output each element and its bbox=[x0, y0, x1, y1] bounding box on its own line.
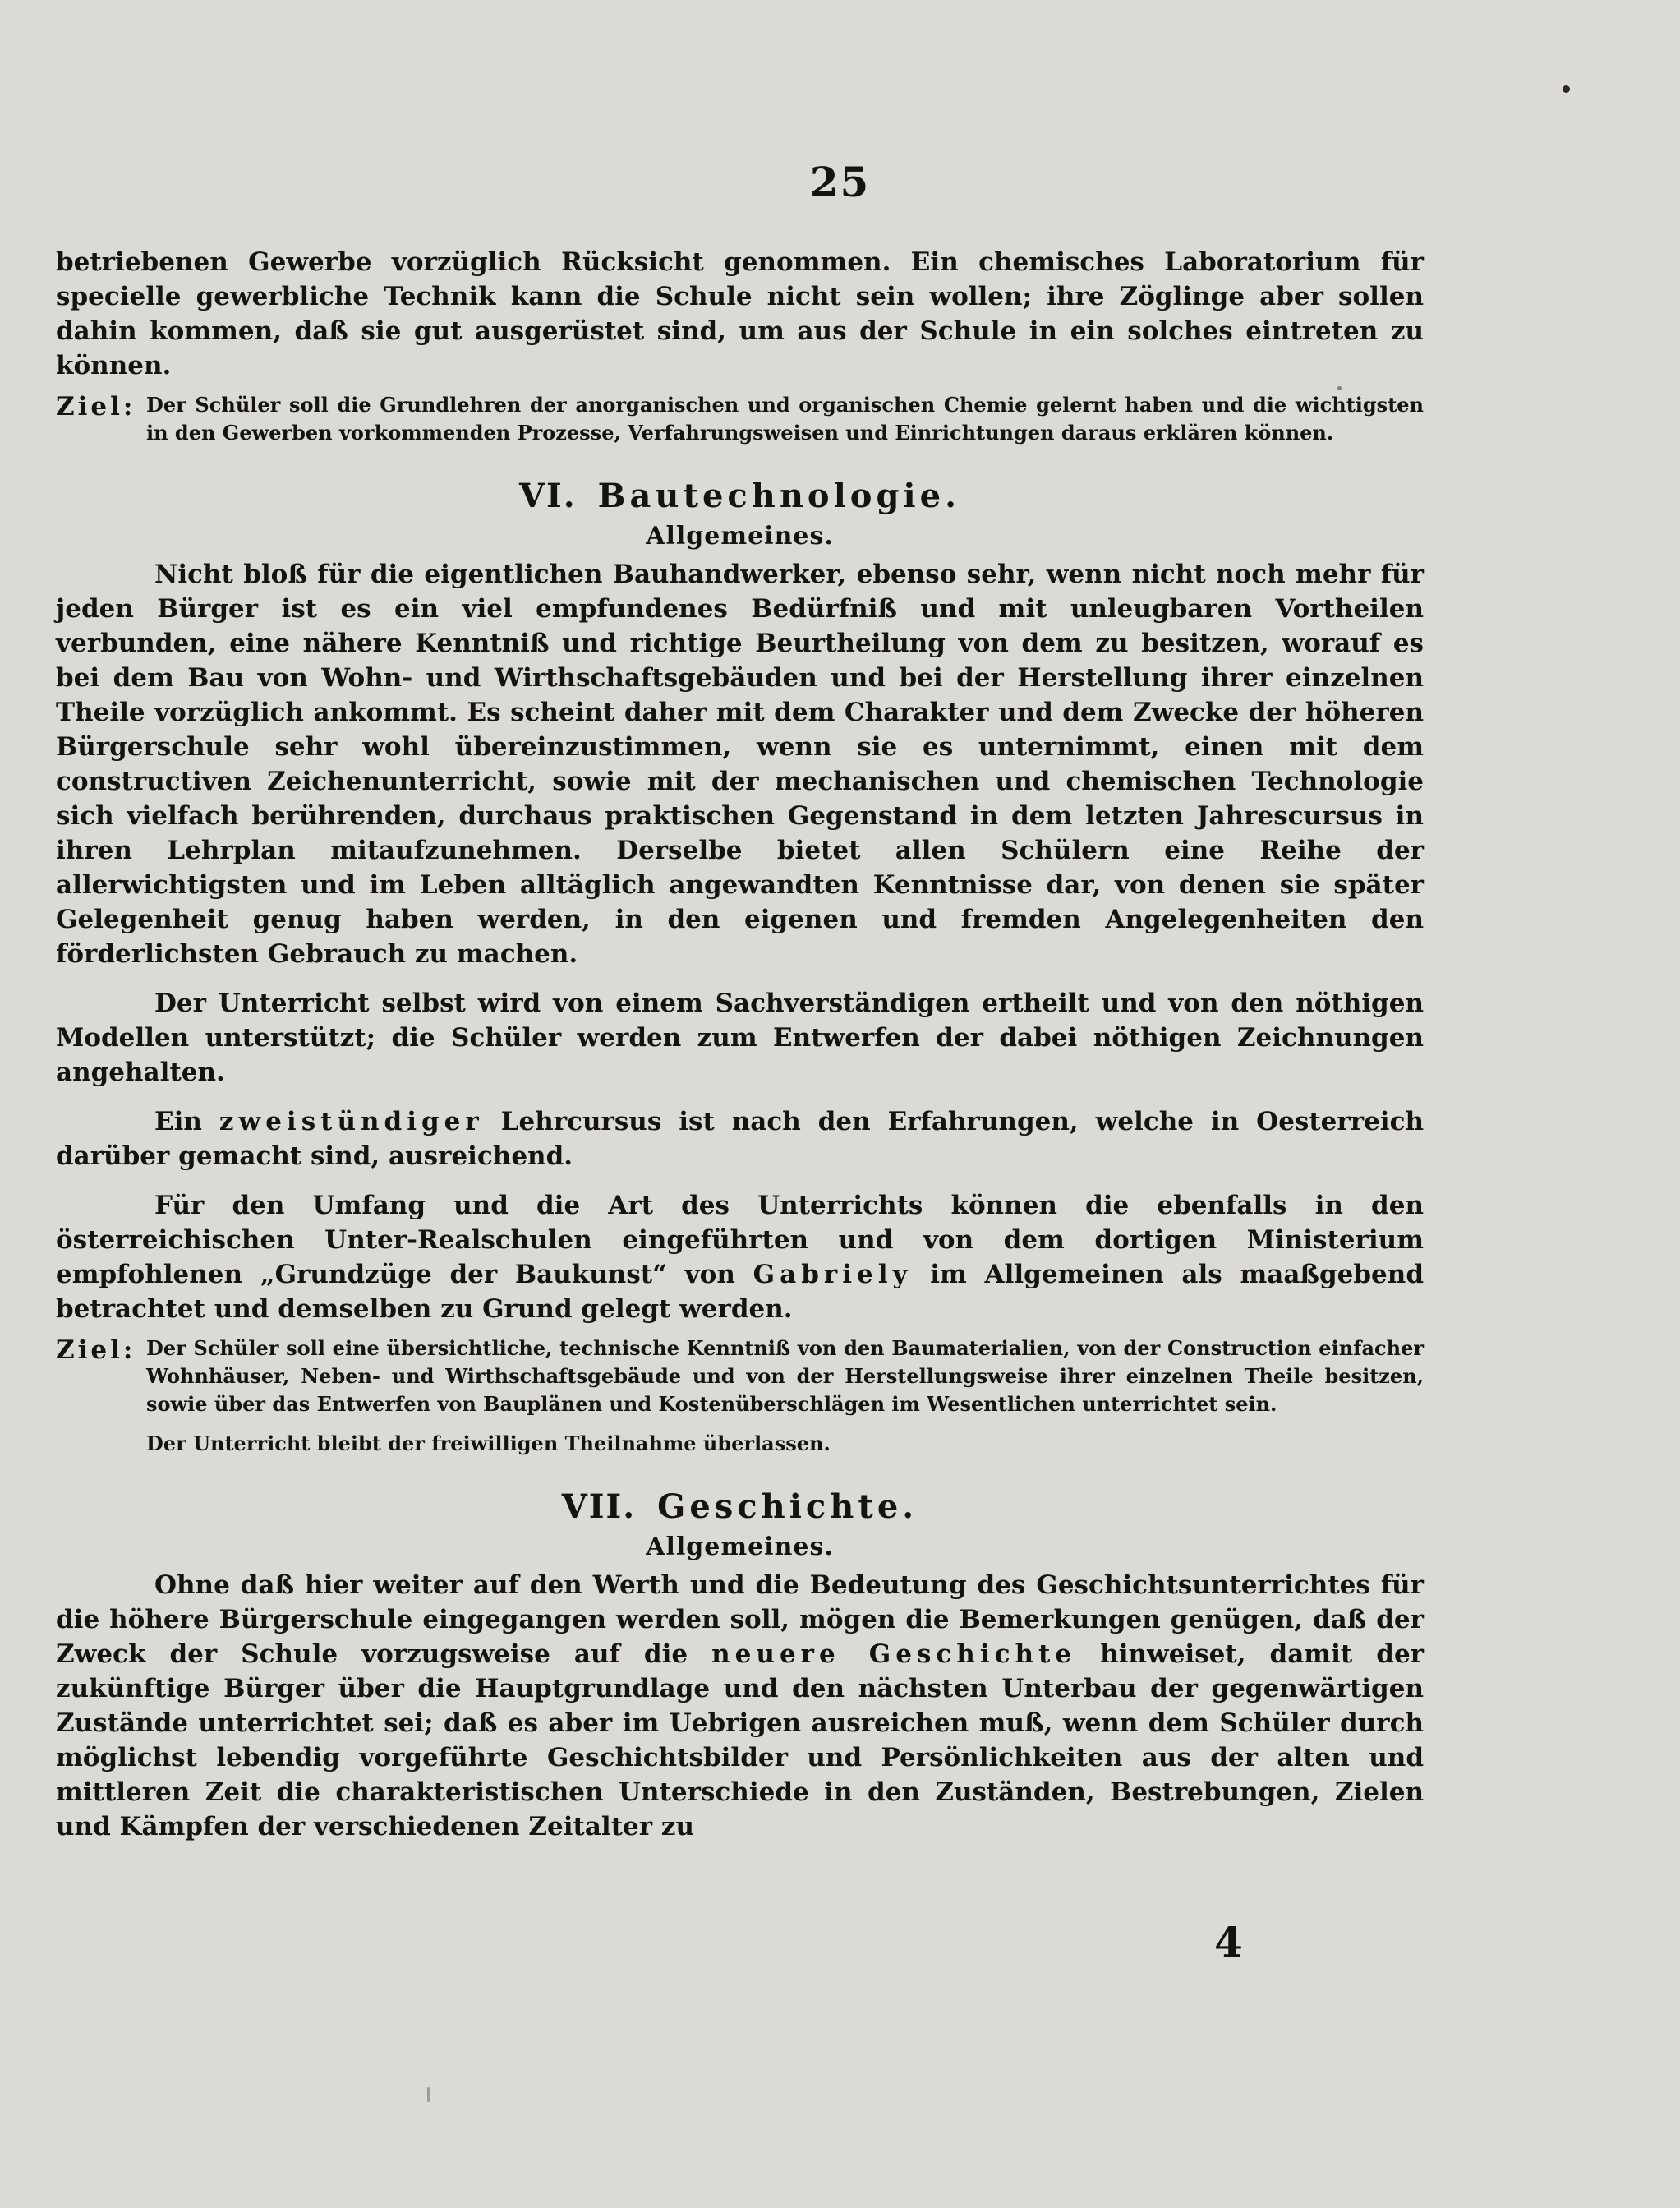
text-run: hinweiset, damit der zukünftige Bürger über die Hauptgrundlage und den nächsten Unterbau der gegenwärtigen Zustände unterrichtet sei; daß es aber im Uebrigen ausreichen muß, wenn dem Schüler durch möglichst lebendig vorgeführte Geschichtsbilder und Persönlichkeiten aus der alten und mittleren Zeit die charakteristischen Unterschiede in den Zuständen, Bestrebungen, Zielen und Kämpfen der verschiedenen Zeitalter zu bbox=[56, 1639, 1424, 1842]
subheading-allgemeines: Allgemeines. bbox=[646, 1533, 834, 1561]
text-run: Ohne daß hier weiter auf den Werth und die Bedeutung des Geschichtsunterrichtes für die höhere Bürgerschule eingegangen werden soll, mögen die Bemerkungen genügen, daß der Zweck der Schule vorzugsweise auf die bbox=[56, 1570, 1424, 1669]
goal-text: Der Schüler soll die Grundlehren der anorganischen und organischen Chemie gelernt haben und die wichtigsten in den Gewerben vorkommenden Prozesse, Verfahrungsweisen und Einrichtungen daraus erklären können. bbox=[146, 393, 1424, 445]
paragraph: Nicht bloß für die eigentlichen Bauhandwerker, ebenso sehr, wenn nicht noch mehr für jeden Bürger ist es ein viel empfundenes Bedürfniß und mit unleugbaren Vortheilen verbunden, eine nähere Kenntniß und richtige Beurtheilung von dem zu besitzen, worauf es bei dem Bau von Wohn- und Wirthschaftsgebäuden und bei der Herstellung ihrer einzelnen Theile vorzüglich ankommt. Es scheint daher mit dem Charakter und dem Zwecke der höheren Bürgerschule sehr wohl übereinzustimmen, wenn sie es unternimmt, einen mit dem constructiven Zeichenunterricht, sowie mit der mechanischen und chemischen Technologie sich vielfach berührenden, durchaus praktischen Gegenstand in dem letzten Jahrescursus in ihren Lehrplan mitaufzunehmen. Derselbe bietet allen Schülern eine Reihe der allerwichtigsten und im Leben alltäglich angewandten Kenntnisse dar, von denen sie später Gelegenheit genug haben werden, in den eigenen und fremden Angelegenheiten den förderlichsten Gebrauch zu machen. bbox=[56, 560, 1424, 969]
emphasis-spaced: neuere Geschichte bbox=[711, 1639, 1077, 1669]
goal-label: Ziel: bbox=[56, 392, 136, 422]
paper-speck bbox=[1563, 85, 1570, 93]
goal-text: Der Schüler soll eine übersichtliche, technische Kenntniß von den Baumaterialien, von der Construction einfacher Wohnhäuser, Neben- und Wirthschaftsgebäude und von der Herstellungsweise ihrer einzelnen Theile besitzen, sowie über das Entwerfen von Bauplänen und Kostenüberschlägen im Wesentlichen unterrichtet sein. bbox=[146, 1336, 1424, 1416]
intro-paragraph: betriebenen Gewerbe vorzüglich Rücksicht genommen. Ein chemisches Laboratorium für specielle gewerbliche Technik kann die Schule nicht sein wollen; ihre Zöglinge aber sollen dahin kommen, daß sie gut ausgerüstet sind, um aus der Schule in ein solches eintreten zu können. bbox=[56, 247, 1424, 380]
text-run: Für den Umfang und die Art des Unterrichts können die ebenfalls in den österreichischen Unter-Realschulen eingeführten und von dem dortigen Ministerium empfohlenen „Grundzüge der Baukunst“ von bbox=[56, 1191, 1424, 1289]
subheading-allgemeines: Allgemeines. bbox=[646, 522, 834, 551]
section-heading-bautechnologie bbox=[56, 477, 1424, 515]
section-heading-geschichte bbox=[56, 1487, 1424, 1526]
page-number: 25 bbox=[809, 158, 871, 206]
section-goal bbox=[56, 1334, 1424, 1418]
signature-mark: 4 bbox=[1214, 1918, 1243, 1966]
section-title: Bautechnologie. bbox=[597, 477, 961, 515]
paragraph bbox=[56, 1568, 1424, 1844]
section-numeral: VII. bbox=[561, 1487, 637, 1526]
text-run: Ein bbox=[154, 1107, 219, 1136]
goal-label: Ziel: bbox=[56, 1335, 136, 1365]
section-numeral: VI. bbox=[518, 477, 577, 515]
text-run: im Allgemeinen als maaßgebend betrachtet und demselben zu Grund gelegt werden. bbox=[56, 1260, 1424, 1324]
intro-goal bbox=[56, 391, 1424, 447]
emphasis-spaced: zweistündiger bbox=[219, 1107, 484, 1136]
section-note: Der Unterricht bleibt der freiwilligen Theilnahme überlassen. bbox=[146, 1431, 831, 1455]
text-run: Lehrcursus ist nach den Erfahrungen, welche in Oesterreich darüber gemacht sind, ausreichend. bbox=[56, 1107, 1424, 1171]
page-content bbox=[56, 245, 1424, 1844]
paragraph: Der Unterricht selbst wird von einem Sachverständigen ertheilt und von den nöthigen Modellen unterstützt; die Schüler werden zum Entwerfen der dabei nöthigen Zeichnungen angehalten. bbox=[56, 989, 1424, 1087]
paper-speck bbox=[427, 2087, 430, 2102]
emphasis-spaced: Gabriely bbox=[753, 1260, 913, 1289]
paragraph bbox=[56, 1104, 1424, 1173]
paragraph bbox=[56, 1188, 1424, 1326]
section-title: Geschichte. bbox=[657, 1487, 918, 1526]
